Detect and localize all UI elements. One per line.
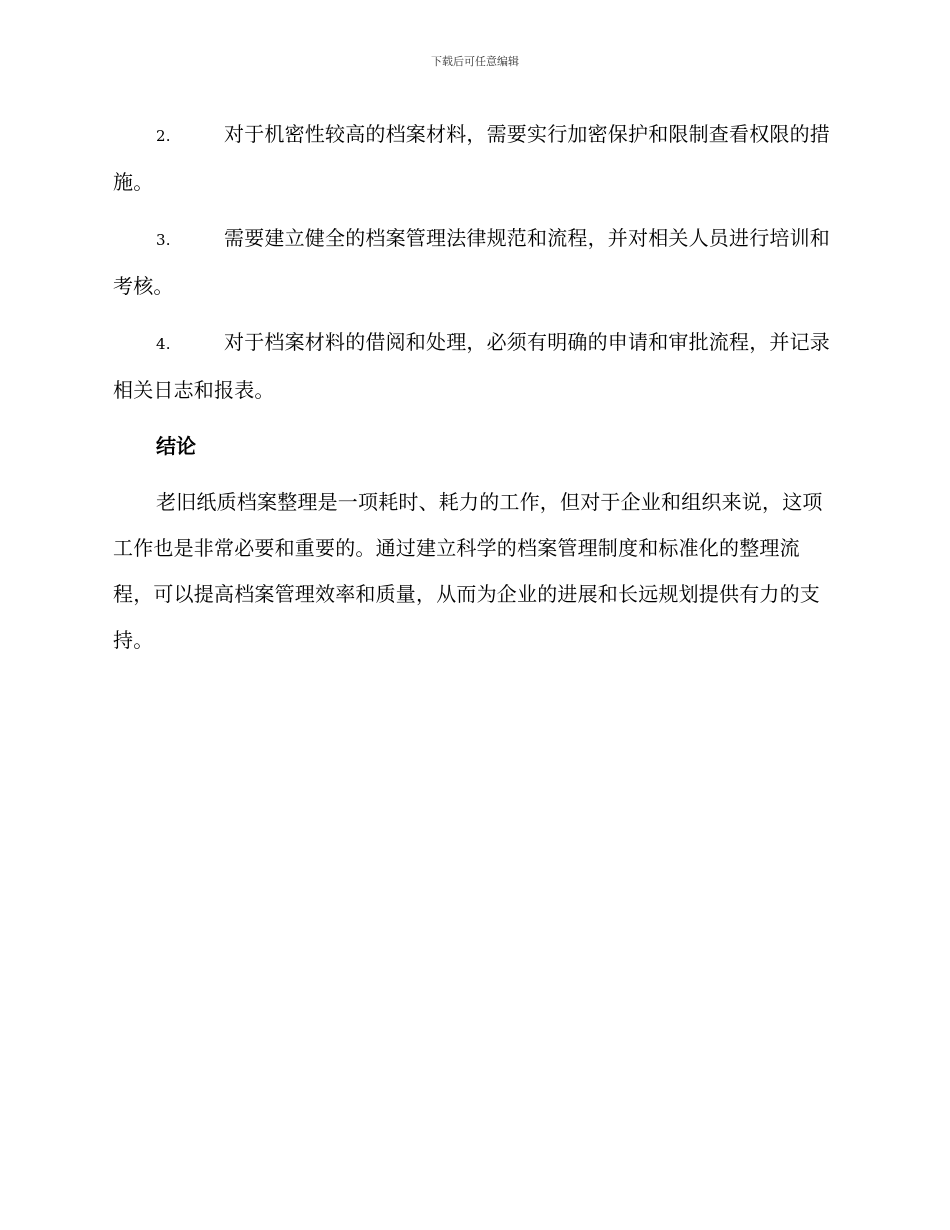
list-item-number: 4. bbox=[156, 335, 171, 353]
conclusion-paragraph: 老旧纸质档案整理是一项耗时、耗力的工作，但对于企业和组织来说，这项工作也是非常必要和重要的。通过建立科学的档案管理制度和标准化的整理流程，可以提高档案管理效率和质量，从而为企业的进展和长远规划提供有力的支持。 bbox=[113, 490, 823, 652]
list-item-text: 对于机密性较高的档案材料，需要实行加密保护和限制查看权限的措施。 bbox=[113, 122, 830, 194]
list-item bbox=[113, 215, 833, 309]
list-item-text: 需要建立健全的档案管理法律规范和流程，并对相关人员进行培训和考核。 bbox=[113, 226, 830, 298]
list-item-text: 对于档案材料的借阅和处理，必须有明确的申请和审批流程，并记录相关日志和报表。 bbox=[113, 330, 830, 402]
page-header: 下载后可任意编辑 bbox=[431, 55, 519, 68]
list-item bbox=[113, 111, 833, 205]
list-item-number: 3. bbox=[156, 231, 171, 249]
section-heading: 结论 bbox=[156, 434, 196, 458]
document-body bbox=[113, 111, 833, 663]
list-item-number: 2. bbox=[156, 127, 171, 145]
list-item bbox=[113, 319, 833, 413]
